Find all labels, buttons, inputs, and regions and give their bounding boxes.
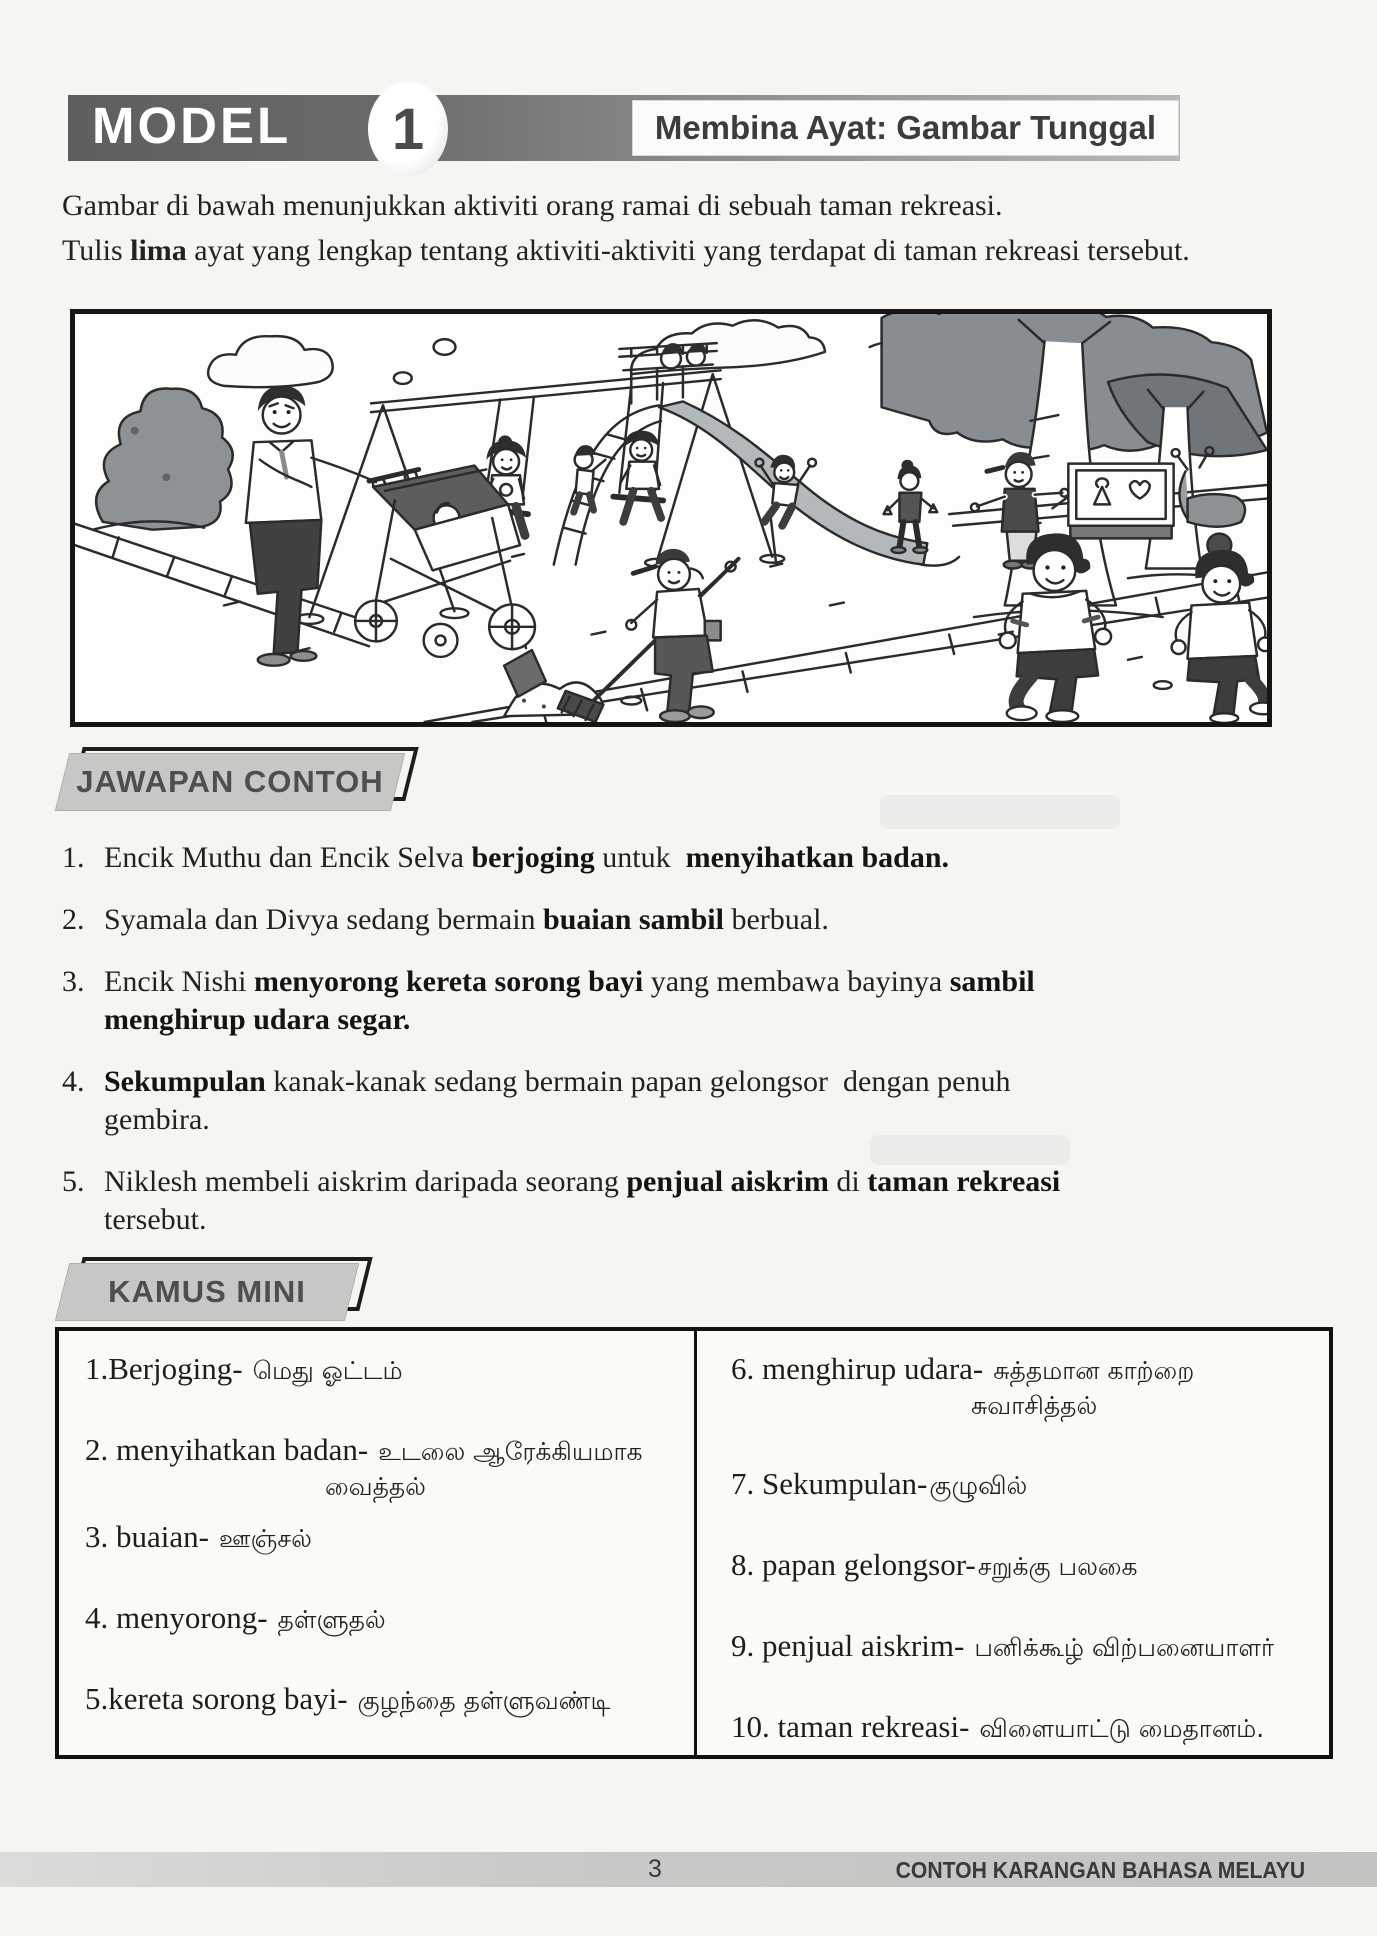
page-number: 3 xyxy=(648,1855,662,1883)
model-number-badge xyxy=(368,82,448,176)
page-footer xyxy=(0,1852,1377,1887)
chapter-subtitle: Membina Ayat: Gambar Tunggal xyxy=(654,109,1156,146)
jawapan-contoh-banner xyxy=(62,753,398,811)
kamus-column-left xyxy=(59,1331,694,1755)
kamus-entry-5 xyxy=(85,1679,684,1725)
answer-text: Syamala dan Divya sedang bermain buaian sambil berbual. xyxy=(104,903,829,936)
kamus-tamil-line2: வைத்தல் xyxy=(325,1472,426,1501)
kamus-term: 2. menyihatkan badan- xyxy=(85,1432,369,1467)
kamus-entry-9 xyxy=(731,1626,1319,1672)
kamus-tamil-line2: சுவாசித்தல் xyxy=(971,1391,1098,1420)
kamus-tamil: சறுக்கு பலகை xyxy=(977,1552,1138,1581)
kamus-entry-8 xyxy=(731,1545,1319,1591)
clouds xyxy=(208,320,913,387)
kamus-term: 7. Sekumpulan- xyxy=(731,1466,928,1501)
answer-text: Sekumpulan kanak-kanak sedang bermain papan gelongsor dengan penuh gembira. xyxy=(104,1065,1011,1136)
kamus-term: 8. papan gelongsor- xyxy=(731,1547,976,1582)
chapter-subtitle-box xyxy=(633,101,1178,155)
kamus-tamil: தள்ளுதல் xyxy=(277,1605,386,1634)
instruction-line-2: Tulis lima ayat yang lengkap tentang aktiviti-aktiviti yang terdapat di taman rekreasi tersebut. xyxy=(62,234,1190,267)
book-title: CONTOH KARANGAN BAHASA MELAYU xyxy=(895,1857,1305,1883)
kamus-term: 10. taman rekreasi- xyxy=(731,1709,970,1744)
kamus-entry-7 xyxy=(731,1464,1319,1510)
answer-item-4 xyxy=(62,1063,1292,1139)
park-illustration-frame xyxy=(70,309,1272,727)
joggers xyxy=(1000,533,1267,722)
answer-number: 3. xyxy=(62,965,85,998)
textbook-page xyxy=(0,95,1377,1936)
park-illustration xyxy=(75,314,1267,722)
kamus-tamil: சுத்தமான காற்றை xyxy=(993,1356,1195,1385)
kamus-term: 9. penjual aiskrim- xyxy=(731,1628,965,1663)
jawapan-contoh-heading: JAWAPAN CONTOH xyxy=(76,764,384,799)
answer-item-1 xyxy=(62,839,1292,877)
model-number: 1 xyxy=(391,96,425,162)
answer-number: 1. xyxy=(62,841,85,874)
kamus-term: 5.kereta sorong bayi- xyxy=(85,1681,348,1716)
kamus-tamil: உடலை ஆரேக்கியமாக xyxy=(378,1437,643,1466)
kamus-tamil: குழுவில் xyxy=(929,1471,1028,1500)
kamus-mini-banner xyxy=(62,1263,352,1321)
answer-text: Niklesh membeli aiskrim daripada seorang penjual aiskrim di taman rekreasi tersebut. xyxy=(104,1165,1061,1236)
kamus-entry-6 xyxy=(731,1349,1319,1423)
kamus-term: 6. menghirup udara- xyxy=(731,1351,984,1386)
answer-text: Encik Muthu dan Encik Selva berjoging untuk menyihatkan badan. xyxy=(104,841,950,874)
answer-item-5 xyxy=(62,1163,1292,1239)
kamus-entry-3 xyxy=(85,1517,684,1563)
answers-list xyxy=(62,839,1292,1239)
instruction-line-1: Gambar di bawah menunjukkan aktiviti orang ramai di sebuah taman rekreasi. xyxy=(62,189,1003,222)
bush-left xyxy=(93,388,233,529)
answer-number: 5. xyxy=(62,1165,85,1198)
kamus-entry-10 xyxy=(731,1707,1319,1753)
model-header xyxy=(68,95,1180,161)
scan-smudge xyxy=(880,795,1120,829)
cleaner xyxy=(504,549,738,722)
kamus-entry-4 xyxy=(85,1598,684,1644)
kamus-term: 4. menyorong- xyxy=(85,1600,268,1635)
kamus-tamil: மெது ஓட்டம் xyxy=(252,1356,403,1385)
answer-number: 2. xyxy=(62,903,85,936)
kamus-tamil: விளையாட்டு மைதானம். xyxy=(979,1714,1265,1743)
answer-item-3 xyxy=(62,963,1292,1039)
answer-number: 4. xyxy=(62,1065,85,1098)
answer-item-2 xyxy=(62,901,1292,939)
kamus-tamil: குழந்தை தள்ளுவண்டி xyxy=(357,1686,611,1715)
answer-text: Encik Nishi menyorong kereta sorong bayi yang membawa bayinya sambil menghirup udara segar. xyxy=(104,965,1035,1036)
kamus-tamil: பனிக்கூழ் விற்பனையாளர் xyxy=(974,1633,1275,1662)
kamus-term: 1.Berjoging- xyxy=(85,1351,243,1386)
kamus-entry-1 xyxy=(85,1349,684,1395)
kamus-column-right xyxy=(694,1331,1329,1755)
kamus-tamil: ஊஞ்சல் xyxy=(218,1524,312,1553)
scan-smudge xyxy=(870,1135,1070,1165)
kamus-table xyxy=(55,1327,1333,1759)
kamus-mini-heading: KAMUS MINI xyxy=(108,1274,306,1309)
kamus-term: 3. buaian- xyxy=(85,1519,209,1554)
model-label: MODEL xyxy=(92,97,292,154)
kamus-entry-2 xyxy=(85,1430,684,1504)
task-instructions xyxy=(62,183,1334,273)
